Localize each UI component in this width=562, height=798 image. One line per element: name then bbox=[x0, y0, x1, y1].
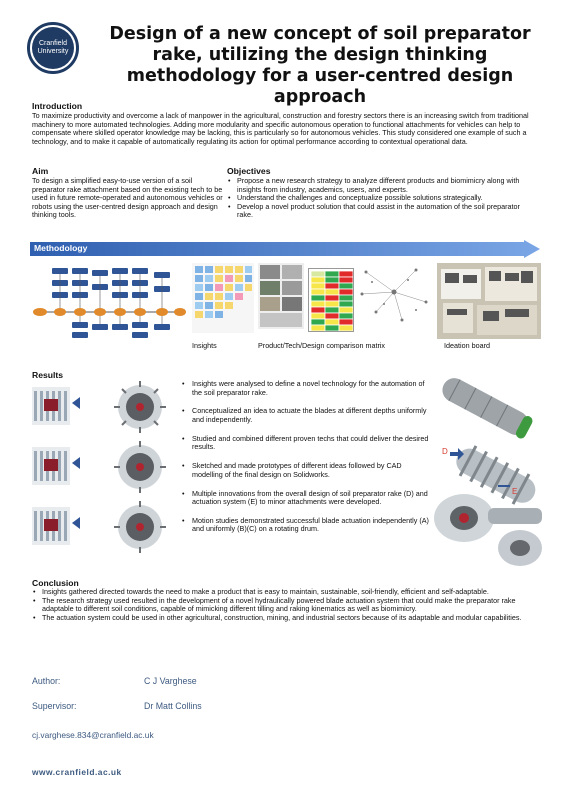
result-item: • Insights were analysed to define a novel technology for the automation of the soil preparator rake. bbox=[182, 380, 430, 397]
results-cad-motion-images bbox=[30, 381, 180, 557]
poster-title: Design of a new concept of soil preparator rake, utilizing the design thinking methodology for a user-centred design approach bbox=[109, 24, 531, 107]
comparison-matrix-graphic bbox=[309, 269, 354, 332]
caption-ideation-board: Ideation board bbox=[444, 341, 490, 350]
mind-map-image bbox=[356, 262, 432, 326]
methodology-flow-diagram bbox=[30, 262, 190, 344]
results-list bbox=[182, 380, 430, 544]
conclusion-item: • The research strategy used resulted in the development of a novel hydraulically powered blade actuation system that could make the preparator rake adaptable to different soil conditions, capable of mimicking different tilling and raking kinematics as well as biomimicry. bbox=[32, 597, 542, 614]
result-item: • Multiple innovations from the overall design of soil preparator rake (D) and actuation system (E) to minor attachments were developed. bbox=[182, 490, 430, 507]
label-c: C bbox=[81, 522, 87, 529]
author-email-link[interactable]: cj.varghese.834@cranfield.ac.uk bbox=[32, 730, 154, 740]
product-collage-graphic bbox=[258, 263, 304, 329]
flow-diagram-graphic bbox=[30, 262, 190, 344]
insights-sticky-notes bbox=[192, 263, 254, 333]
conclusion-list bbox=[32, 588, 542, 622]
introduction-text: To maximize productivity and overcome a lack of manpower in the agricultural, construction and forestry sectors there is an increasing switch from traditional machinery to more automated technologies. Adding more modularity and specific autonomous operation to functional attachments for vehicles can help to compensate where skilled operator knowledge may be lacking, this is particularly so for autonomous vehicles. This study considered one example of such a technology, and to make it capable of automatically regulating its action for optimal performance according to contextual operational data. bbox=[32, 111, 529, 146]
introduction-heading: Introduction bbox=[32, 101, 83, 111]
methodology-heading: Methodology bbox=[34, 243, 88, 253]
caption-comparison-matrix: Product/Tech/Design comparison matrix bbox=[258, 341, 386, 350]
methodology-arrow bbox=[30, 240, 540, 258]
label-d: D bbox=[442, 447, 448, 456]
results-heading: Results bbox=[32, 370, 64, 380]
caption-insights: Insights bbox=[192, 341, 217, 350]
logo-line1: Cranfield bbox=[38, 40, 67, 47]
label-b: B bbox=[81, 462, 86, 469]
result-item: • Studied and combined different proven techs that could deliver the desired results. bbox=[182, 435, 430, 452]
result-item: • Sketched and made prototypes of different ideas followed by CAD modelling of the final design on Solidworks. bbox=[182, 462, 430, 479]
result-item: • Conceptualized an idea to actuate the blades at different depths uniformly and independently. bbox=[182, 407, 430, 424]
aim-text: To design a simplified easy-to-use version of a soil preparator rake attachment based on the existing tech to be used in future remote-operated and autonomous vehicles or robots using the user-centred design approach and design thinking tools. bbox=[32, 176, 223, 220]
conclusion-item: • Insights gathered directed towards the need to make a product that is easy to maintain, sustainable, soil-friendly, efficient and self-adaptable. bbox=[32, 588, 542, 597]
results-rake-renders bbox=[428, 378, 548, 574]
objectives-list bbox=[227, 177, 527, 220]
objective-item: • Propose a new research strategy to analyze different products and biomimicry along with insights from industry, academics, users, and experts. bbox=[227, 177, 527, 194]
supervisor-label: Supervisor: bbox=[32, 701, 77, 711]
cranfield-logo bbox=[27, 22, 79, 74]
supervisor-name: Dr Matt Collins bbox=[144, 701, 202, 711]
label-e: E bbox=[512, 487, 518, 496]
logo-line2: University bbox=[37, 48, 69, 55]
objective-item: • Understand the challenges and conceptualize possible solutions strategically. bbox=[227, 194, 527, 203]
logo-badge bbox=[32, 27, 74, 69]
aim-heading: Aim bbox=[32, 166, 49, 176]
result-item: • Motion studies demonstrated successful blade actuation independently (A) and uniformly (B)(C) on a rotating drum. bbox=[182, 517, 430, 534]
objectives-heading: Objectives bbox=[227, 166, 271, 176]
ideation-board-image bbox=[437, 263, 541, 339]
results-cad-graphic bbox=[30, 381, 180, 557]
insights-board-image bbox=[192, 263, 254, 333]
product-collage-image bbox=[258, 263, 304, 329]
mind-map-graphic bbox=[356, 262, 432, 326]
website-link[interactable]: www.cranfield.ac.uk bbox=[32, 767, 122, 777]
rake-renders-graphic bbox=[428, 378, 548, 574]
objective-item: • Develop a novel product solution that could assist in the automation of the soil preparator rake. bbox=[227, 203, 527, 220]
conclusion-item: • The actuation system could be used in other agricultural, construction, mining, and industrial sectors because of its adaptable and modular capabilities. bbox=[32, 614, 542, 623]
comparison-matrix-image bbox=[308, 268, 354, 332]
conclusion-heading: Conclusion bbox=[32, 578, 79, 588]
author-label: Author: bbox=[32, 676, 61, 686]
label-a: A bbox=[81, 402, 86, 409]
author-name: C J Varghese bbox=[144, 676, 197, 686]
ideation-board-graphic bbox=[437, 263, 541, 339]
